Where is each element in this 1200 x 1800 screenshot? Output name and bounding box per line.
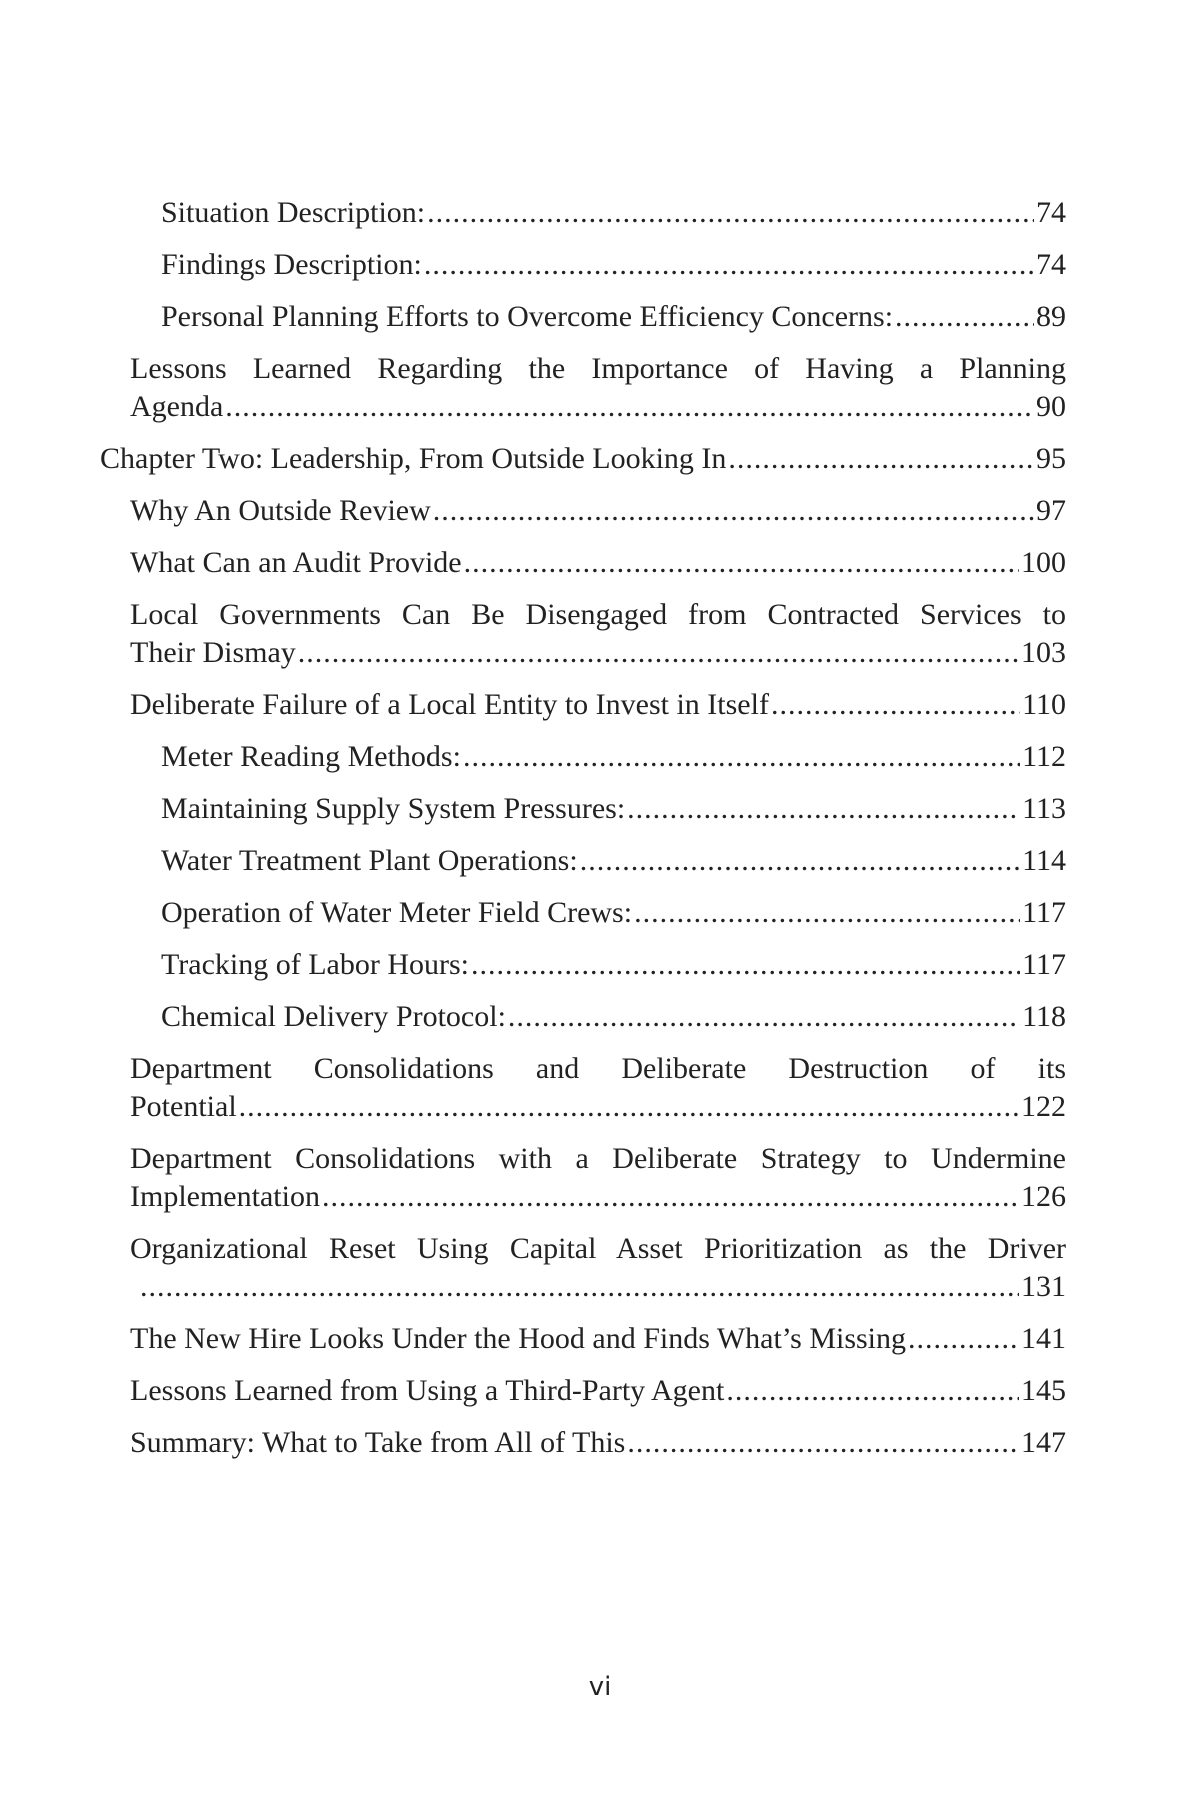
toc-entry[interactable] — [100, 894, 1066, 932]
toc-leader-dots — [580, 842, 1020, 880]
toc-entry-title: Situation Description: — [161, 196, 426, 229]
toc-entry-page: 147 — [1021, 1426, 1066, 1459]
toc-entry-title-line2: Implementation — [130, 1180, 320, 1213]
toc-entry-title-line1: Local Governments Can Be Disengaged from Contracted Services to — [130, 598, 1066, 631]
toc-entry[interactable] — [100, 194, 1066, 232]
toc-entry-title: Chemical Delivery Protocol: — [161, 1000, 506, 1033]
toc-leader-dots — [908, 1320, 1019, 1358]
toc-entry-title: Meter Reading Methods: — [161, 740, 461, 773]
toc-entry-title: Chapter Two: Leadership, From Outside Looking In — [100, 442, 727, 475]
toc-leader-dots — [140, 1268, 1019, 1306]
toc-entry-page: 97 — [1036, 494, 1066, 527]
toc-entry-title: The New Hire Looks Under the Hood and Finds What’s Missing — [130, 1322, 907, 1355]
toc-leader-dots — [433, 492, 1034, 530]
toc-entry-page: 117 — [1022, 896, 1066, 929]
toc-entry-page: 126 — [1021, 1180, 1066, 1213]
toc-entry[interactable] — [100, 350, 1066, 426]
toc-entry-title: Personal Planning Efforts to Overcome Efficiency Concerns: — [161, 300, 894, 333]
toc-leader-dots — [322, 1178, 1019, 1216]
toc-entry-page: 117 — [1022, 948, 1066, 981]
toc-entry-title: Summary: What to Take from All of This — [130, 1426, 626, 1459]
toc-entry[interactable] — [100, 790, 1066, 828]
toc-entry-page: 141 — [1021, 1322, 1066, 1355]
toc-entry[interactable] — [100, 544, 1066, 582]
toc-leader-dots — [726, 1372, 1019, 1410]
toc-entry[interactable] — [100, 298, 1066, 336]
toc-leader-dots — [239, 1088, 1019, 1126]
toc-leader-dots — [728, 440, 1034, 478]
toc-leader-dots — [463, 738, 1020, 776]
toc-entry-title: What Can an Audit Provide — [130, 546, 462, 579]
toc-entry-page: 95 — [1036, 442, 1066, 475]
toc-leader-dots — [771, 686, 1020, 724]
toc-entry-title-line1: Organizational Reset Using Capital Asset Prioritization as the Driver — [130, 1232, 1066, 1265]
toc-entry[interactable] — [100, 596, 1066, 672]
toc-entry[interactable] — [100, 1424, 1066, 1462]
toc-entry[interactable] — [100, 946, 1066, 984]
toc-entry-title-line2: Potential — [130, 1090, 237, 1123]
toc-leader-dots — [471, 946, 1020, 984]
toc-leader-dots — [627, 1424, 1019, 1462]
toc-entry-page: 74 — [1036, 196, 1066, 229]
toc-leader-dots — [427, 194, 1034, 232]
toc-entry-page: 110 — [1022, 688, 1066, 721]
toc-entry[interactable] — [100, 1372, 1066, 1410]
toc-leader-dots — [634, 894, 1020, 932]
toc-entry-title-line1: Department Consolidations with a Deliberate Strategy to Undermine — [130, 1142, 1066, 1175]
toc-entry-page: 113 — [1022, 792, 1066, 825]
toc-leader-dots — [895, 298, 1034, 336]
toc-leader-dots — [424, 246, 1034, 284]
toc-entry[interactable] — [100, 998, 1066, 1036]
toc-entry-title: Why An Outside Review — [130, 494, 431, 527]
toc-entry-page: 145 — [1021, 1374, 1066, 1407]
toc-leader-dots — [298, 634, 1019, 672]
toc-leader-dots — [225, 388, 1034, 426]
toc-entry-page: 131 — [1021, 1270, 1066, 1303]
toc-entry-title: Operation of Water Meter Field Crews: — [161, 896, 633, 929]
toc-entry-page: 122 — [1021, 1090, 1066, 1123]
toc-entry-page: 118 — [1022, 1000, 1066, 1033]
toc-entry-page: 114 — [1022, 844, 1066, 877]
toc-leader-dots — [508, 998, 1020, 1036]
toc-entry-title-line1: Department Consolidations and Deliberate Destruction of its — [130, 1052, 1066, 1085]
toc-entry[interactable] — [100, 738, 1066, 776]
toc-entry-page: 100 — [1021, 546, 1066, 579]
toc-entry-title-line2: Their Dismay — [130, 636, 296, 669]
toc-entry[interactable] — [100, 1320, 1066, 1358]
toc-entry-title: Tracking of Labor Hours: — [161, 948, 470, 981]
toc-entry[interactable] — [100, 246, 1066, 284]
toc-entry-page: 74 — [1036, 248, 1066, 281]
toc-leader-dots — [627, 790, 1020, 828]
toc-entry-title: Maintaining Supply System Pressures: — [161, 792, 626, 825]
page-number: vi — [588, 1672, 612, 1702]
toc-leader-dots — [464, 544, 1019, 582]
toc-entry-page: 103 — [1021, 636, 1066, 669]
toc-entry-page: 90 — [1036, 390, 1066, 423]
toc-chapter-entry[interactable] — [100, 440, 1066, 478]
toc-entry[interactable] — [100, 492, 1066, 530]
toc-entry-title: Lessons Learned from Using a Third-Party Agent — [130, 1374, 725, 1407]
table-of-contents — [100, 194, 1066, 1476]
toc-entry-page: 89 — [1036, 300, 1066, 333]
toc-entry-title: Deliberate Failure of a Local Entity to Invest in Itself — [130, 688, 769, 721]
toc-entry[interactable] — [100, 1140, 1066, 1216]
toc-entry[interactable] — [100, 686, 1066, 724]
toc-entry[interactable] — [100, 1230, 1066, 1306]
toc-entry-title-line2: Agenda — [130, 390, 224, 423]
toc-entry-page: 112 — [1022, 740, 1066, 773]
toc-entry[interactable] — [100, 1050, 1066, 1126]
toc-entry-title-line1: Lessons Learned Regarding the Importance of Having a Planning — [130, 352, 1066, 385]
toc-entry[interactable] — [100, 842, 1066, 880]
toc-entry-title: Findings Description: — [161, 248, 422, 281]
toc-entry-title: Water Treatment Plant Operations: — [161, 844, 578, 877]
